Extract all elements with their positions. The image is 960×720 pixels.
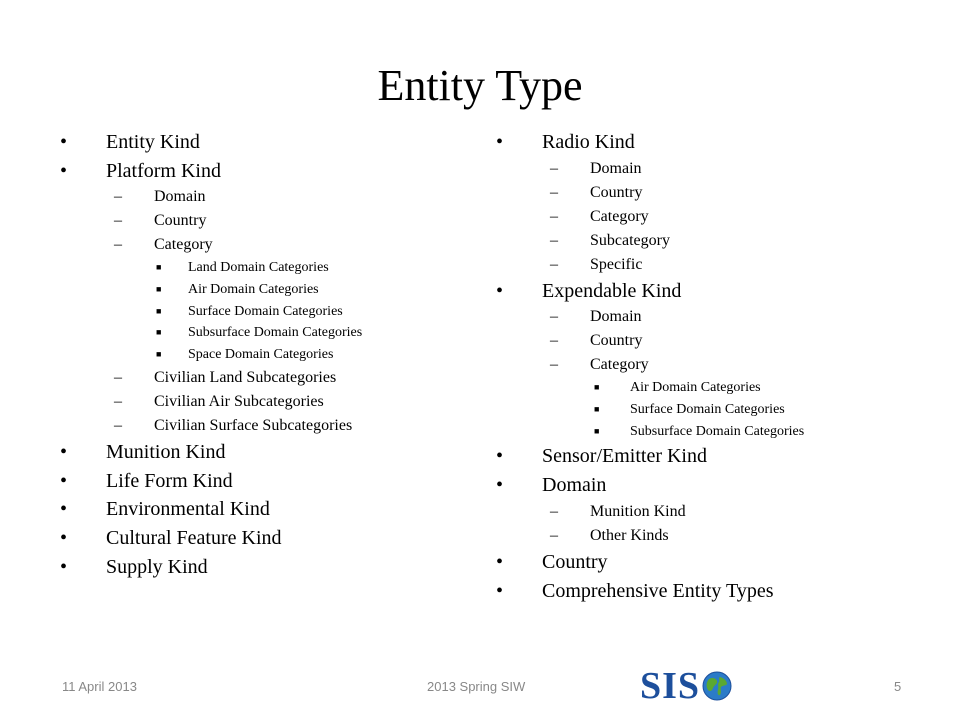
list-item	[496, 205, 896, 229]
slide-title: Entity Type	[377, 61, 583, 110]
bullet-marker: •	[60, 469, 68, 492]
bullet-marker: –	[550, 183, 558, 201]
list-item	[496, 128, 896, 157]
right-bullet-list	[496, 128, 896, 605]
list-item-text: Sensor/Emitter Kind	[542, 445, 707, 468]
list-item-text: Subsurface Domain Categories	[630, 423, 805, 439]
list-item	[60, 366, 460, 390]
list-item-text: Category	[590, 207, 649, 225]
list-item	[496, 253, 896, 277]
list-item	[496, 442, 896, 471]
siso-logo	[640, 666, 732, 706]
bullet-marker: –	[114, 392, 122, 410]
logo-text: SIS	[640, 665, 701, 707]
left-bullet-list	[60, 128, 460, 581]
list-item-text: Expendable Kind	[542, 279, 682, 302]
list-item	[496, 157, 896, 181]
list-item	[60, 157, 460, 186]
bullet-marker: •	[496, 474, 504, 497]
bullet-marker: ■	[156, 349, 162, 360]
list-item-text: Platform Kind	[106, 159, 221, 182]
bullet-marker: •	[496, 550, 504, 573]
list-item	[60, 553, 460, 582]
list-item	[60, 209, 460, 233]
list-item	[496, 421, 896, 443]
bullet-marker: •	[60, 440, 68, 463]
list-item	[496, 277, 896, 306]
list-item-text: Comprehensive Entity Types	[542, 579, 774, 602]
globe-icon	[702, 671, 732, 701]
bullet-marker: –	[114, 368, 122, 386]
bullet-marker: –	[550, 159, 558, 177]
list-item-text: Subcategory	[590, 231, 670, 249]
bullet-marker: ■	[156, 305, 162, 316]
list-item	[60, 390, 460, 414]
list-item	[60, 344, 460, 366]
list-item-text: Other Kinds	[590, 526, 669, 544]
list-item-text: Surface Domain Categories	[188, 303, 343, 319]
list-item-text: Category	[590, 356, 649, 374]
list-item-text: Supply Kind	[106, 555, 208, 578]
bullet-marker: –	[550, 526, 558, 544]
list-item	[496, 548, 896, 577]
list-item	[60, 414, 460, 438]
list-item-text: Air Domain Categories	[188, 282, 319, 298]
bullet-marker: ■	[156, 262, 162, 273]
list-item-text: Country	[542, 550, 608, 573]
bullet-marker: •	[60, 526, 68, 549]
bullet-marker: –	[114, 236, 122, 254]
bullet-marker: ■	[594, 382, 600, 393]
list-item-text: Environmental Kind	[106, 498, 270, 521]
bullet-marker: –	[550, 255, 558, 273]
list-item	[60, 438, 460, 467]
list-item-text: Munition Kind	[106, 440, 226, 463]
list-item	[60, 322, 460, 344]
list-item-text: Country	[154, 212, 207, 230]
list-item	[60, 233, 460, 257]
bullet-marker: –	[550, 332, 558, 350]
list-item-text: Space Domain Categories	[188, 347, 334, 363]
list-item	[496, 399, 896, 421]
list-item-text: Domain	[542, 474, 607, 497]
list-item	[60, 467, 460, 496]
list-item	[60, 128, 460, 157]
bullet-marker: •	[60, 498, 68, 521]
list-item-text: Life Form Kind	[106, 469, 233, 492]
bullet-marker: ■	[156, 284, 162, 295]
bullet-marker: –	[114, 188, 122, 206]
bullet-marker: •	[496, 279, 504, 302]
bullet-marker: –	[114, 416, 122, 434]
bullet-marker: –	[550, 308, 558, 326]
list-item-text: Cultural Feature Kind	[106, 526, 282, 549]
bullet-marker: ■	[156, 327, 162, 338]
bullet-marker: ■	[594, 425, 600, 436]
list-item	[496, 577, 896, 606]
list-item	[496, 377, 896, 399]
list-item-text: Country	[590, 332, 643, 350]
list-item	[496, 353, 896, 377]
bullet-marker: –	[550, 356, 558, 374]
list-item-text: Civilian Air Subcategories	[154, 392, 324, 410]
list-item	[496, 329, 896, 353]
list-item-text: Domain	[590, 159, 642, 177]
bullet-marker: •	[496, 579, 504, 602]
bullet-marker: –	[550, 502, 558, 520]
footer-event: 2013 Spring SIW	[427, 679, 526, 694]
list-item	[496, 471, 896, 500]
list-item	[60, 279, 460, 301]
bullet-marker: –	[550, 207, 558, 225]
list-item-text: Entity Kind	[106, 131, 200, 153]
bullet-marker: ■	[594, 404, 600, 415]
list-item	[60, 495, 460, 524]
list-item-text: Air Domain Categories	[630, 380, 761, 396]
list-item	[496, 500, 896, 524]
list-item-text: Radio Kind	[542, 131, 635, 153]
list-item-text: Country	[590, 183, 643, 201]
list-item-text: Munition Kind	[590, 502, 686, 520]
bullet-marker: –	[550, 231, 558, 249]
list-item-text: Civilian Surface Subcategories	[154, 416, 353, 434]
list-item-text: Category	[154, 236, 213, 254]
list-item-text: Domain	[154, 188, 206, 206]
page-number: 5	[894, 679, 902, 694]
footer-date: 11 April 2013	[62, 679, 137, 694]
list-item-text: Civilian Land Subcategories	[154, 368, 337, 386]
list-item	[496, 181, 896, 205]
list-item-text: Subsurface Domain Categories	[188, 325, 363, 341]
bullet-marker: –	[114, 212, 122, 230]
bullet-marker: •	[60, 131, 68, 153]
list-item	[60, 301, 460, 323]
list-item	[496, 305, 896, 329]
list-item	[60, 257, 460, 279]
bullet-marker: •	[60, 159, 68, 182]
list-item	[496, 524, 896, 548]
bullet-marker: •	[60, 555, 68, 578]
bullet-marker: •	[496, 131, 504, 153]
list-item	[496, 229, 896, 253]
list-item-text: Surface Domain Categories	[630, 402, 785, 418]
list-item-text: Specific	[590, 255, 643, 273]
list-item	[60, 524, 460, 553]
list-item	[60, 185, 460, 209]
list-item-text: Land Domain Categories	[188, 260, 329, 276]
bullet-marker: •	[496, 445, 504, 468]
list-item-text: Domain	[590, 308, 642, 326]
